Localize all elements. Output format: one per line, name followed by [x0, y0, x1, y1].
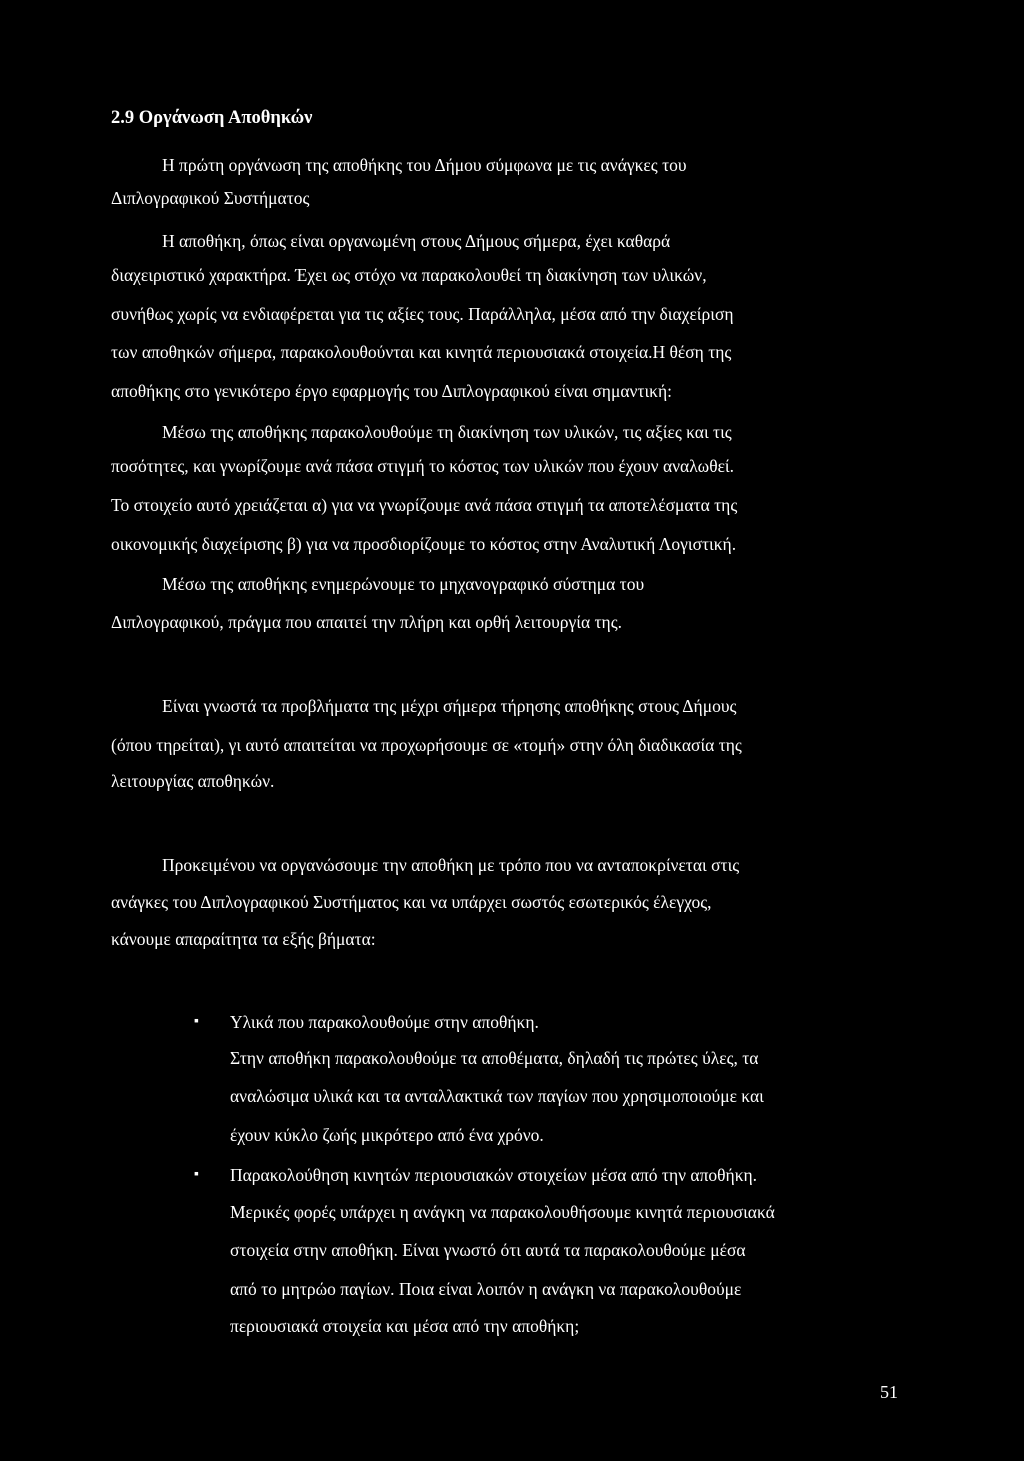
paragraph-2-line-3: συνήθως χωρίς να ενδιαφέρεται για τις αξίες τους. Παράλληλα, μέσα από την διαχείριση [111, 304, 734, 324]
paragraph-4-line-1: Μέσω της αποθήκης ενημερώνουμε το μηχανογραφικό σύστημα του [162, 574, 645, 594]
bullet-1-line-4: έχουν κύκλο ζωής μικρότερο από ένα χρόνο. [230, 1125, 544, 1145]
paragraph-6-line-3: κάνουμε απαραίτητα τα εξής βήματα: [111, 929, 376, 949]
paragraph-3-line-4: οικονομικής διαχείρισης β) για να προσδιορίζουμε το κόστος στην Αναλυτική Λογιστική. [111, 534, 737, 554]
bullet-2-line-5: περιουσιακά στοιχεία και μέσα από την αποθήκη; [230, 1316, 580, 1336]
paragraph-2-line-5: αποθήκης στο γενικότερο έργο εφαρμογής του Διπλογραφικού είναι σημαντική: [111, 381, 672, 401]
paragraph-4-line-2: Διπλογραφικού, πράγμα που απαιτεί την πλήρη και ορθή λειτουργία της. [111, 612, 622, 632]
bullet-2-line-2: Μερικές φορές υπάρχει η ανάγκη να παρακολουθήσουμε κινητά περιουσιακά [230, 1202, 775, 1222]
bullet-square-icon: ▪ [194, 1014, 199, 1029]
paragraph-5-line-2: (όπου τηρείται), γι αυτό απαιτείται να προχωρήσουμε σε «τομή» στην όλη διαδικασία της [111, 735, 742, 755]
paragraph-2-line-4: των αποθηκών σήμερα, παρακολουθούνται και κινητά περιουσιακά στοιχεία.Η θέση της [111, 342, 732, 362]
paragraph-3-line-2: ποσότητες, και γνωρίζουμε ανά πάσα στιγμή το κόστος των υλικών που έχουν αναλωθεί. [111, 456, 735, 476]
paragraph-2-line-1: Η αποθήκη, όπως είναι οργανωμένη στους Δήμους σήμερα, έχει καθαρά [162, 231, 671, 251]
paragraph-6-line-2: ανάγκες του Διπλογραφικού Συστήματος και να υπάρχει σωστός εσωτερικός έλεγχος, [111, 892, 712, 912]
paragraph-3-line-1: Μέσω της αποθήκης παρακολουθούμε τη διακίνηση των υλικών, τις αξίες και τις [162, 422, 732, 442]
bullet-1-line-3: αναλώσιμα υλικά και τα ανταλλακτικά των παγίων που χρησιμοποιούμε και [230, 1086, 764, 1106]
bullet-1-line-1: Υλικά που παρακολουθούμε στην αποθήκη. [230, 1012, 539, 1032]
paragraph-3-line-3: Το στοιχείο αυτό χρειάζεται α) για να γνωρίζουμε ανά πάσα στιγμή τα αποτελέσματα της [111, 495, 738, 515]
bullet-2-line-4: από το μητρώο παγίων. Ποια είναι λοιπόν η ανάγκη να παρακολουθούμε [230, 1279, 742, 1299]
page-number: 51 [880, 1382, 898, 1402]
paragraph-1-line-1: Η πρώτη οργάνωση της αποθήκης του Δήμου σύμφωνα με τις ανάγκες του [162, 155, 687, 175]
section-heading: 2.9 Οργάνωση Αποθηκών [111, 108, 313, 128]
paragraph-1-line-2: Διπλογραφικού Συστήματος [111, 188, 310, 208]
bullet-square-icon: ▪ [194, 1167, 199, 1182]
paragraph-5-line-1: Είναι γνωστά τα προβλήματα της μέχρι σήμερα τήρησης αποθήκης στους Δήμους [162, 696, 737, 716]
bullet-2-line-3: στοιχεία στην αποθήκη. Είναι γνωστό ότι αυτά τα παρακολουθούμε μέσα [230, 1240, 746, 1260]
paragraph-6-line-1: Προκειμένου να οργανώσουμε την αποθήκη με τρόπο που να ανταποκρίνεται στις [162, 855, 740, 875]
paragraph-5-line-3: λειτουργίας αποθηκών. [111, 771, 275, 791]
bullet-1-line-2: Στην αποθήκη παρακολουθούμε τα αποθέματα, δηλαδή τις πρώτες ύλες, τα [230, 1048, 759, 1068]
paragraph-2-line-2: διαχειριστικό χαρακτήρα. Έχει ως στόχο να παρακολουθεί τη διακίνηση των υλικών, [111, 265, 707, 285]
bullet-2-line-1: Παρακολούθηση κινητών περιουσιακών στοιχείων μέσα από την αποθήκη. [230, 1165, 758, 1185]
